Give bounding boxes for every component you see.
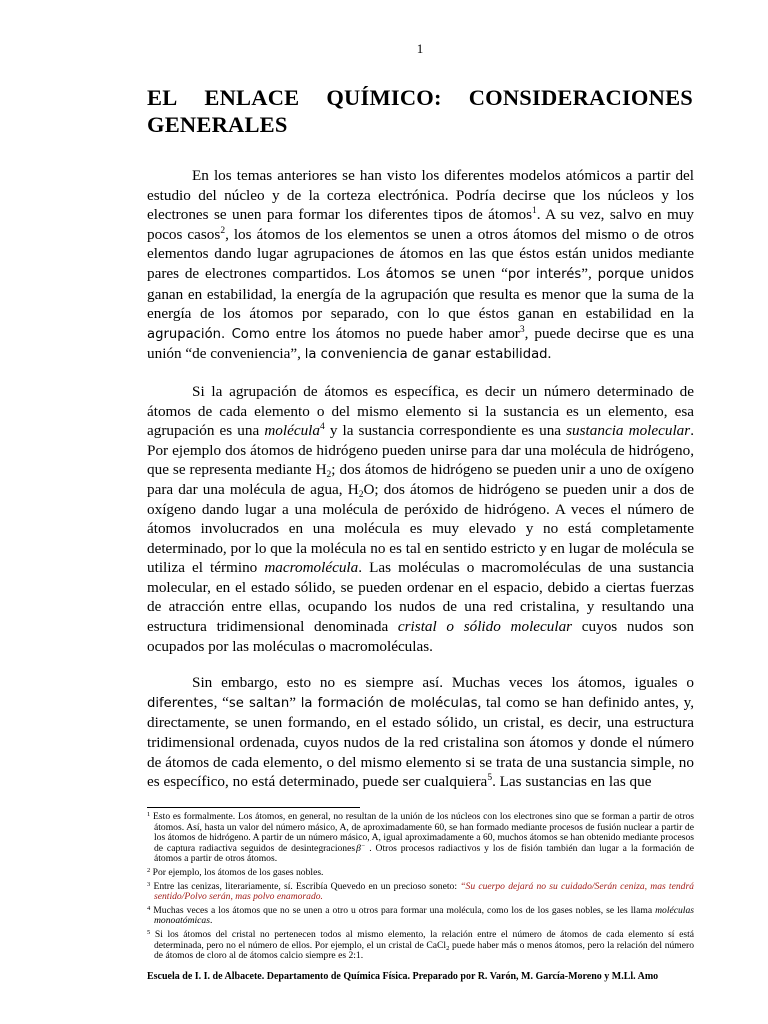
footnote-3 — [147, 882, 694, 903]
text-run: cuyos nudos son ocupados por las moléculas o macromoléculas. — [147, 618, 694, 655]
text-run: . Por ejemplo dos átomos de hidrógeno pueden unirse para dar una molécula de hidrógeno, que se representa mediante H — [147, 422, 694, 479]
page-number: 1 — [416, 41, 424, 56]
footnote-ref[interactable]: 5 — [487, 773, 493, 784]
emphasis-run: átomos se unen — [385, 266, 496, 282]
text-run: Sin embargo, esto no es siempre así. Muchas veces los átomos, iguales o — [192, 674, 694, 692]
italic-term: macromolécula — [264, 559, 359, 577]
italic-term: molécula — [264, 422, 320, 440]
beta-symbol — [356, 842, 366, 855]
footnote-text: Entre las cenizas, literariamente, sí. Escribía Quevedo en un precioso soneto: — [150, 880, 461, 892]
emphasis-run: la formación de moléculas — [300, 695, 478, 711]
footnote-2 — [147, 868, 694, 879]
footnote-5 — [147, 930, 694, 962]
footnote-mark: 3 — [147, 880, 151, 888]
subscript: 2 — [326, 470, 332, 481]
subscript: 2 — [446, 944, 450, 952]
text-run: . Las sustancias en las que — [492, 773, 652, 791]
footnote-text: Esto es formalmente. Los átomos, en general, no resultan de la unión de los núcleos con los electrones sino que se forman a partir de otros átomos. Así, hasta un valor del número másico, A, de aproximadamente 60, se han formado mediante procesos de fusión nuclear a partir de los átomos de hidrógeno. A partir de un número másico, A, igual aproximadamente a 60, muchos átomos se han obtenido mediante procesos de captura radiactiva seguidos de desintegraciones — [150, 811, 694, 854]
footnote-ref[interactable]: 1 — [532, 206, 537, 217]
emphasis-run: se saltan — [228, 695, 290, 711]
title-word: CONSIDERACIONES — [468, 85, 693, 110]
text-run: entre los átomos no puede haber amor — [269, 324, 520, 342]
page-title — [147, 84, 693, 138]
paragraph-1 — [147, 166, 694, 365]
beta-superscript: − — [360, 842, 366, 850]
text-run: . — [547, 345, 552, 363]
emphasis-run: diferentes — [147, 695, 214, 711]
text-run: ganan en estabilidad, la energía de la agrupación que resulta es menor que la suma de la energía de los átomos por separado, con lo que éstos ganan en estabilidad en la — [147, 285, 694, 323]
text-run: O; dos átomos de hidrógeno se pueden unir a dos de oxígeno dando lugar a una molécula de peróxido de hidrógeno. A veces el número de átomos involucrados en una molécula es muy elevado y no está completamente determinado, por lo que la molécula no es tal en sentido estricto y en lugar de molécula se utiliza el término — [147, 480, 695, 577]
footnotes — [147, 812, 694, 965]
text-run: “ — [495, 264, 508, 282]
beta-letter: β — [356, 842, 361, 854]
italic-term: moléculas monoatómicas — [154, 904, 694, 927]
text-run: , los átomos de los elementos se unen a otros átomos del mismo o de otros elementos dando lugar agrupaciones de átomos en las que éstos están unidos mediante pares de electrones compartidos. Los — [147, 225, 694, 282]
body-text — [147, 166, 694, 809]
emphasis-run: la conveniencia de ganar estabilidad — [304, 347, 548, 363]
text-run: . A su vez, salvo en muy pocos casos — [147, 206, 694, 243]
quote-text: “Su cuerpo dejará no su cuidado/Serán ceniza, mas tendrá sentido/Polvo serán, mas polvo enamorado. — [154, 880, 694, 903]
subscript: 2 — [358, 489, 364, 500]
footnote-4 — [147, 906, 694, 927]
page-footer: Escuela de I. I. de Albacete. Departamento de Química Física. Preparado por R. Varón, M. García-Moreno y M.Ll. Amo — [147, 971, 659, 982]
footnote-ref[interactable]: 2 — [220, 225, 226, 236]
title-word: EL — [147, 85, 178, 110]
footnote-1 — [147, 812, 694, 865]
footnote-divider — [147, 807, 360, 808]
text-run: , puede decirse que es una unión “de conveniencia”, — [147, 324, 694, 363]
footnote-mark: 4 — [147, 904, 151, 912]
footnote-mark: 2 — [147, 866, 151, 874]
text-run: Si la agrupación de átomos es específica, es decir un número determinado de átomos de cada elemento o del mismo elemento si la sustancia es un elemento, esa agrupación es una — [147, 382, 694, 440]
emphasis-run: porque unidos — [597, 266, 694, 282]
paragraph-3 — [147, 673, 694, 792]
emphasis-run: por interés — [507, 266, 582, 282]
title-line-2: GENERALES — [147, 112, 288, 137]
text-run: , “ — [213, 693, 229, 711]
footnote-text: Por ejemplo, los átomos de los gases nobles. — [150, 866, 324, 878]
text-run: ” — [289, 693, 301, 711]
footnote-text: . Otros procesos radiactivos y los de fisión también dan lugar a la formación de átomos a partir de otros átomos. — [154, 842, 694, 865]
footnote-text: Muchas veces a los átomos que no se unen a otro u otros para formar una molécula, como los de los gases nobles, se les llama — [150, 904, 656, 916]
emphasis-run: agrupación. Como — [147, 326, 270, 342]
footnote-text: puede haber más o menos átomos, pero la relación del número de átomos de cloro al de átomos calcio siempre es 2:1. — [154, 939, 694, 962]
footnote-ref[interactable]: 3 — [519, 324, 525, 335]
text-run: En los temas anteriores se han visto los diferentes modelos atómicos a partir del estudio del núcleo y de la corteza electrónica. Podría decirse que los núcleos y los electrones se unen para formar los diferentes tipos de átomos — [147, 167, 694, 224]
italic-term: cristal o sólido molecular — [397, 618, 573, 636]
text-run: , tal como se han definido antes, y, directamente, se unen formando, en el estado sólido, un cristal, es decir, una estructura tridimensional ordenada, cuyos nudos de la red cristalina son átomos y donde el número de átomos de cada elemento, o del mismo elemento si se trata de una sustancia simple, no es específico, no está determinado, puede ser cualquiera — [147, 693, 695, 791]
title-word: ENLACE — [204, 85, 300, 110]
text-run: y la sustancia correspondiente es una — [324, 422, 567, 440]
title-line-1 — [147, 84, 693, 111]
paragraph-2 — [147, 382, 694, 656]
footnote-mark: 1 — [147, 811, 151, 818]
footnote-ref[interactable]: 4 — [319, 422, 325, 433]
footnote-mark: 5 — [147, 928, 151, 936]
title-word: QUÍMICO: — [326, 85, 442, 110]
footnote-text: . — [209, 915, 213, 927]
italic-term: sustancia molecular — [566, 422, 691, 440]
footnote-text: Si los átomos del cristal no pertenecen todos al mismo elemento, la relación entre el número de átomos de cada elemento sí está determinada, pero no el número de ellos. Por ejemplo, el un cristal de CaCl — [150, 928, 694, 951]
text-run: . Las moléculas o macromoléculas de una sustancia molecular, en el estado sólido, se pueden ordenar en el espacio, debido a ciertas fuerzas de atracción entre ellas, ocupando los nudos de una red cristalina, y resultando una estructura tridimensional denominada — [147, 559, 694, 636]
text-run: ”, — [581, 264, 598, 282]
text-run: ; dos átomos de hidrógeno se pueden unir a uno de oxígeno para dar una molécula de agua, H — [147, 461, 694, 498]
